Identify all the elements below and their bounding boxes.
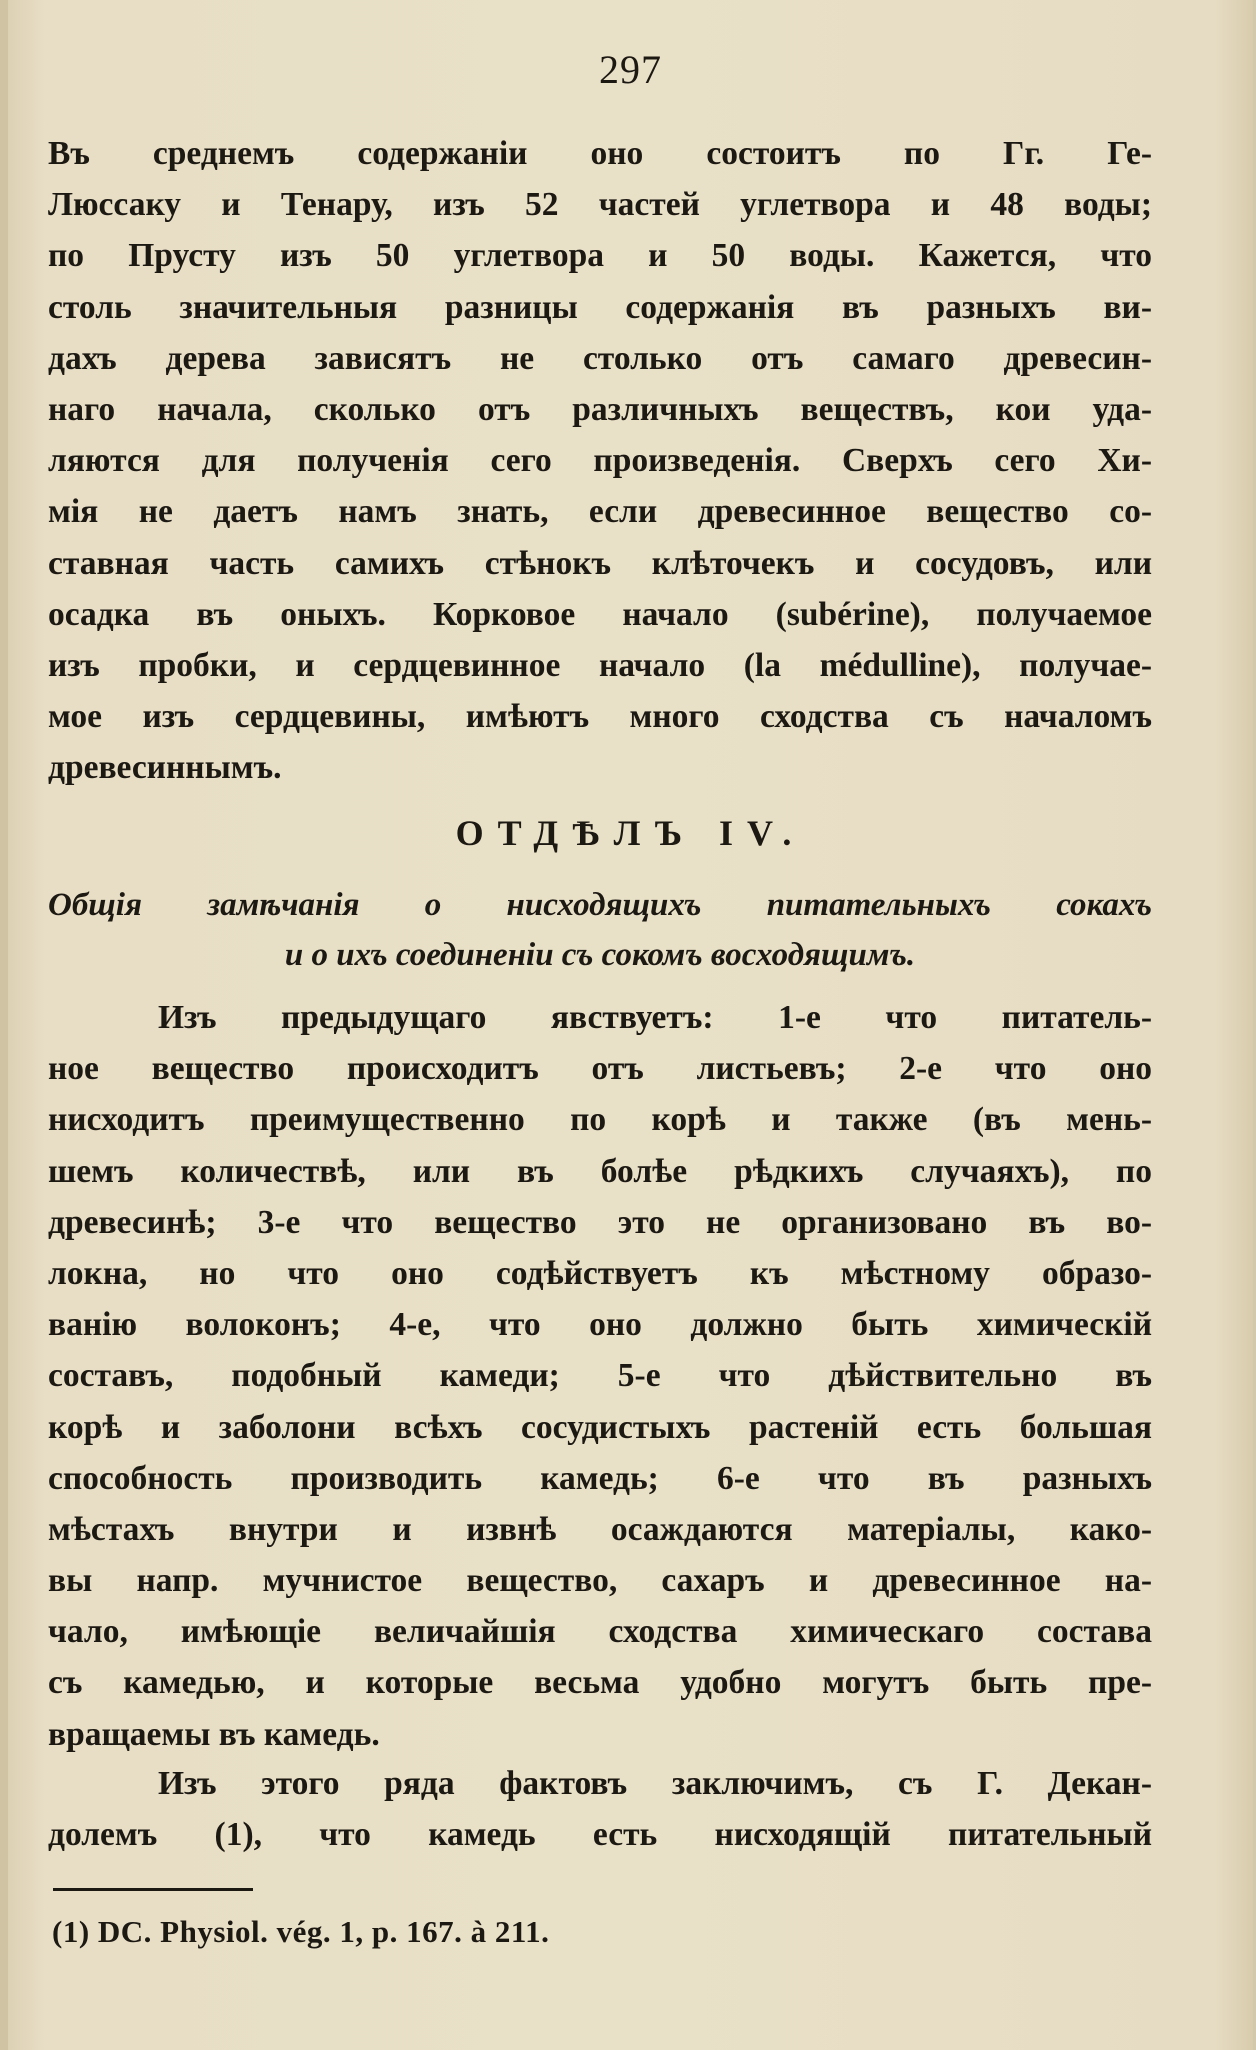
footnote-rule [53, 1888, 253, 1891]
text-line: Люссаку и Тенару, изъ 52 частей углетвора и 48 воды; [48, 186, 1152, 224]
section-subtitle [48, 880, 1152, 980]
text-line: ляются для полученія сего произведенія. Сверхъ сего Хи- [48, 442, 1152, 480]
text-line: Изъ предыдущаго явствуетъ: 1-е что питатель- [158, 999, 1152, 1036]
text-line: Въ среднемъ содержаніи оно состоитъ по Гг. Ге- [48, 135, 1152, 172]
text-line: долемъ (1), что камедь есть нисходящій питательный [48, 1816, 1152, 1854]
text-line: съ камедью, и которые весьма удобно могутъ быть пре- [48, 1664, 1152, 1702]
text-line: по Прусту изъ 50 углетвора и 50 воды. Кажется, что [48, 237, 1152, 275]
text-line: изъ пробки, и сердцевинное начало (la médulline), получае- [48, 646, 1152, 684]
text-line: осадка въ оныхъ. Корковое начало (subérine), получаемое [48, 595, 1152, 633]
text-line: столь значительныя разницы содержанія въ разныхъ ви- [48, 288, 1152, 326]
text-line: наго начала, сколько отъ различныхъ веществъ, кои уда- [48, 390, 1152, 428]
text-line: мое изъ сердцевины, имѣютъ много сходства съ началомъ [48, 698, 1152, 736]
text-line: корѣ и заболони всѣхъ сосудистыхъ растеній есть большая [48, 1408, 1152, 1446]
text-line: вы напр. мучнистое вещество, сахаръ и древесинное на- [48, 1562, 1152, 1600]
paragraph-1 [48, 128, 1152, 793]
text-line: чало, имѣющіе величайшія сходства химическаго состава [48, 1613, 1152, 1651]
text-line: способность производить камедь; 6-е что въ разныхъ [48, 1459, 1152, 1497]
text-line: дахъ дерева зависятъ не столько отъ самаго древесин- [48, 339, 1152, 377]
page-number: 297 [599, 47, 662, 92]
text-line: составъ, подобный камеди; 5-е что дѣйствительно въ [48, 1357, 1152, 1395]
paragraph-3 [48, 1758, 1152, 1860]
subtitle-line: и о ихъ соединеніи съ сокомъ восходящимъ. [284, 937, 916, 973]
text-line: ванію волоконъ; 4-е, что оно должно быть химическій [48, 1306, 1152, 1344]
subtitle-line: Общія замѣчанія о нисходящихъ питательныхъ сокахъ [48, 887, 1152, 923]
text-line: мѣстахъ внутри и извнѣ осаждаются матеріалы, како- [48, 1510, 1152, 1548]
text-line: шемъ количествѣ, или въ болѣе рѣдкихъ случаяхъ), по [48, 1152, 1152, 1190]
text-line: ставная часть самихъ стѣнокъ клѣточекъ и сосудовъ, или [48, 544, 1152, 582]
paragraph-2 [48, 992, 1152, 1760]
text-line: локна, но что оно содѣйствуетъ къ мѣстному образо- [48, 1254, 1152, 1292]
text-line: вращаемы въ камедь. [48, 1715, 380, 1753]
text-line: древесинѣ; 3-е что вещество это не организовано въ во- [48, 1203, 1152, 1241]
section-heading: ОТДѢЛЪ IV. [455, 813, 806, 853]
text-line: Изъ этого ряда фактовъ заключимъ, съ Г. Декан- [158, 1765, 1152, 1802]
text-line: мія не даетъ намъ знать, если древесинное вещество со- [48, 493, 1152, 531]
text-line: древесиннымъ. [48, 749, 282, 787]
footnote: (1) DC. Physiol. vég. 1, p. 167. à 211. [52, 1914, 550, 1949]
text-line: ное вещество происходитъ отъ листьевъ; 2-е что оно [48, 1050, 1152, 1088]
text-line: нисходитъ преимущественно по корѣ и также (въ мень- [48, 1101, 1152, 1139]
